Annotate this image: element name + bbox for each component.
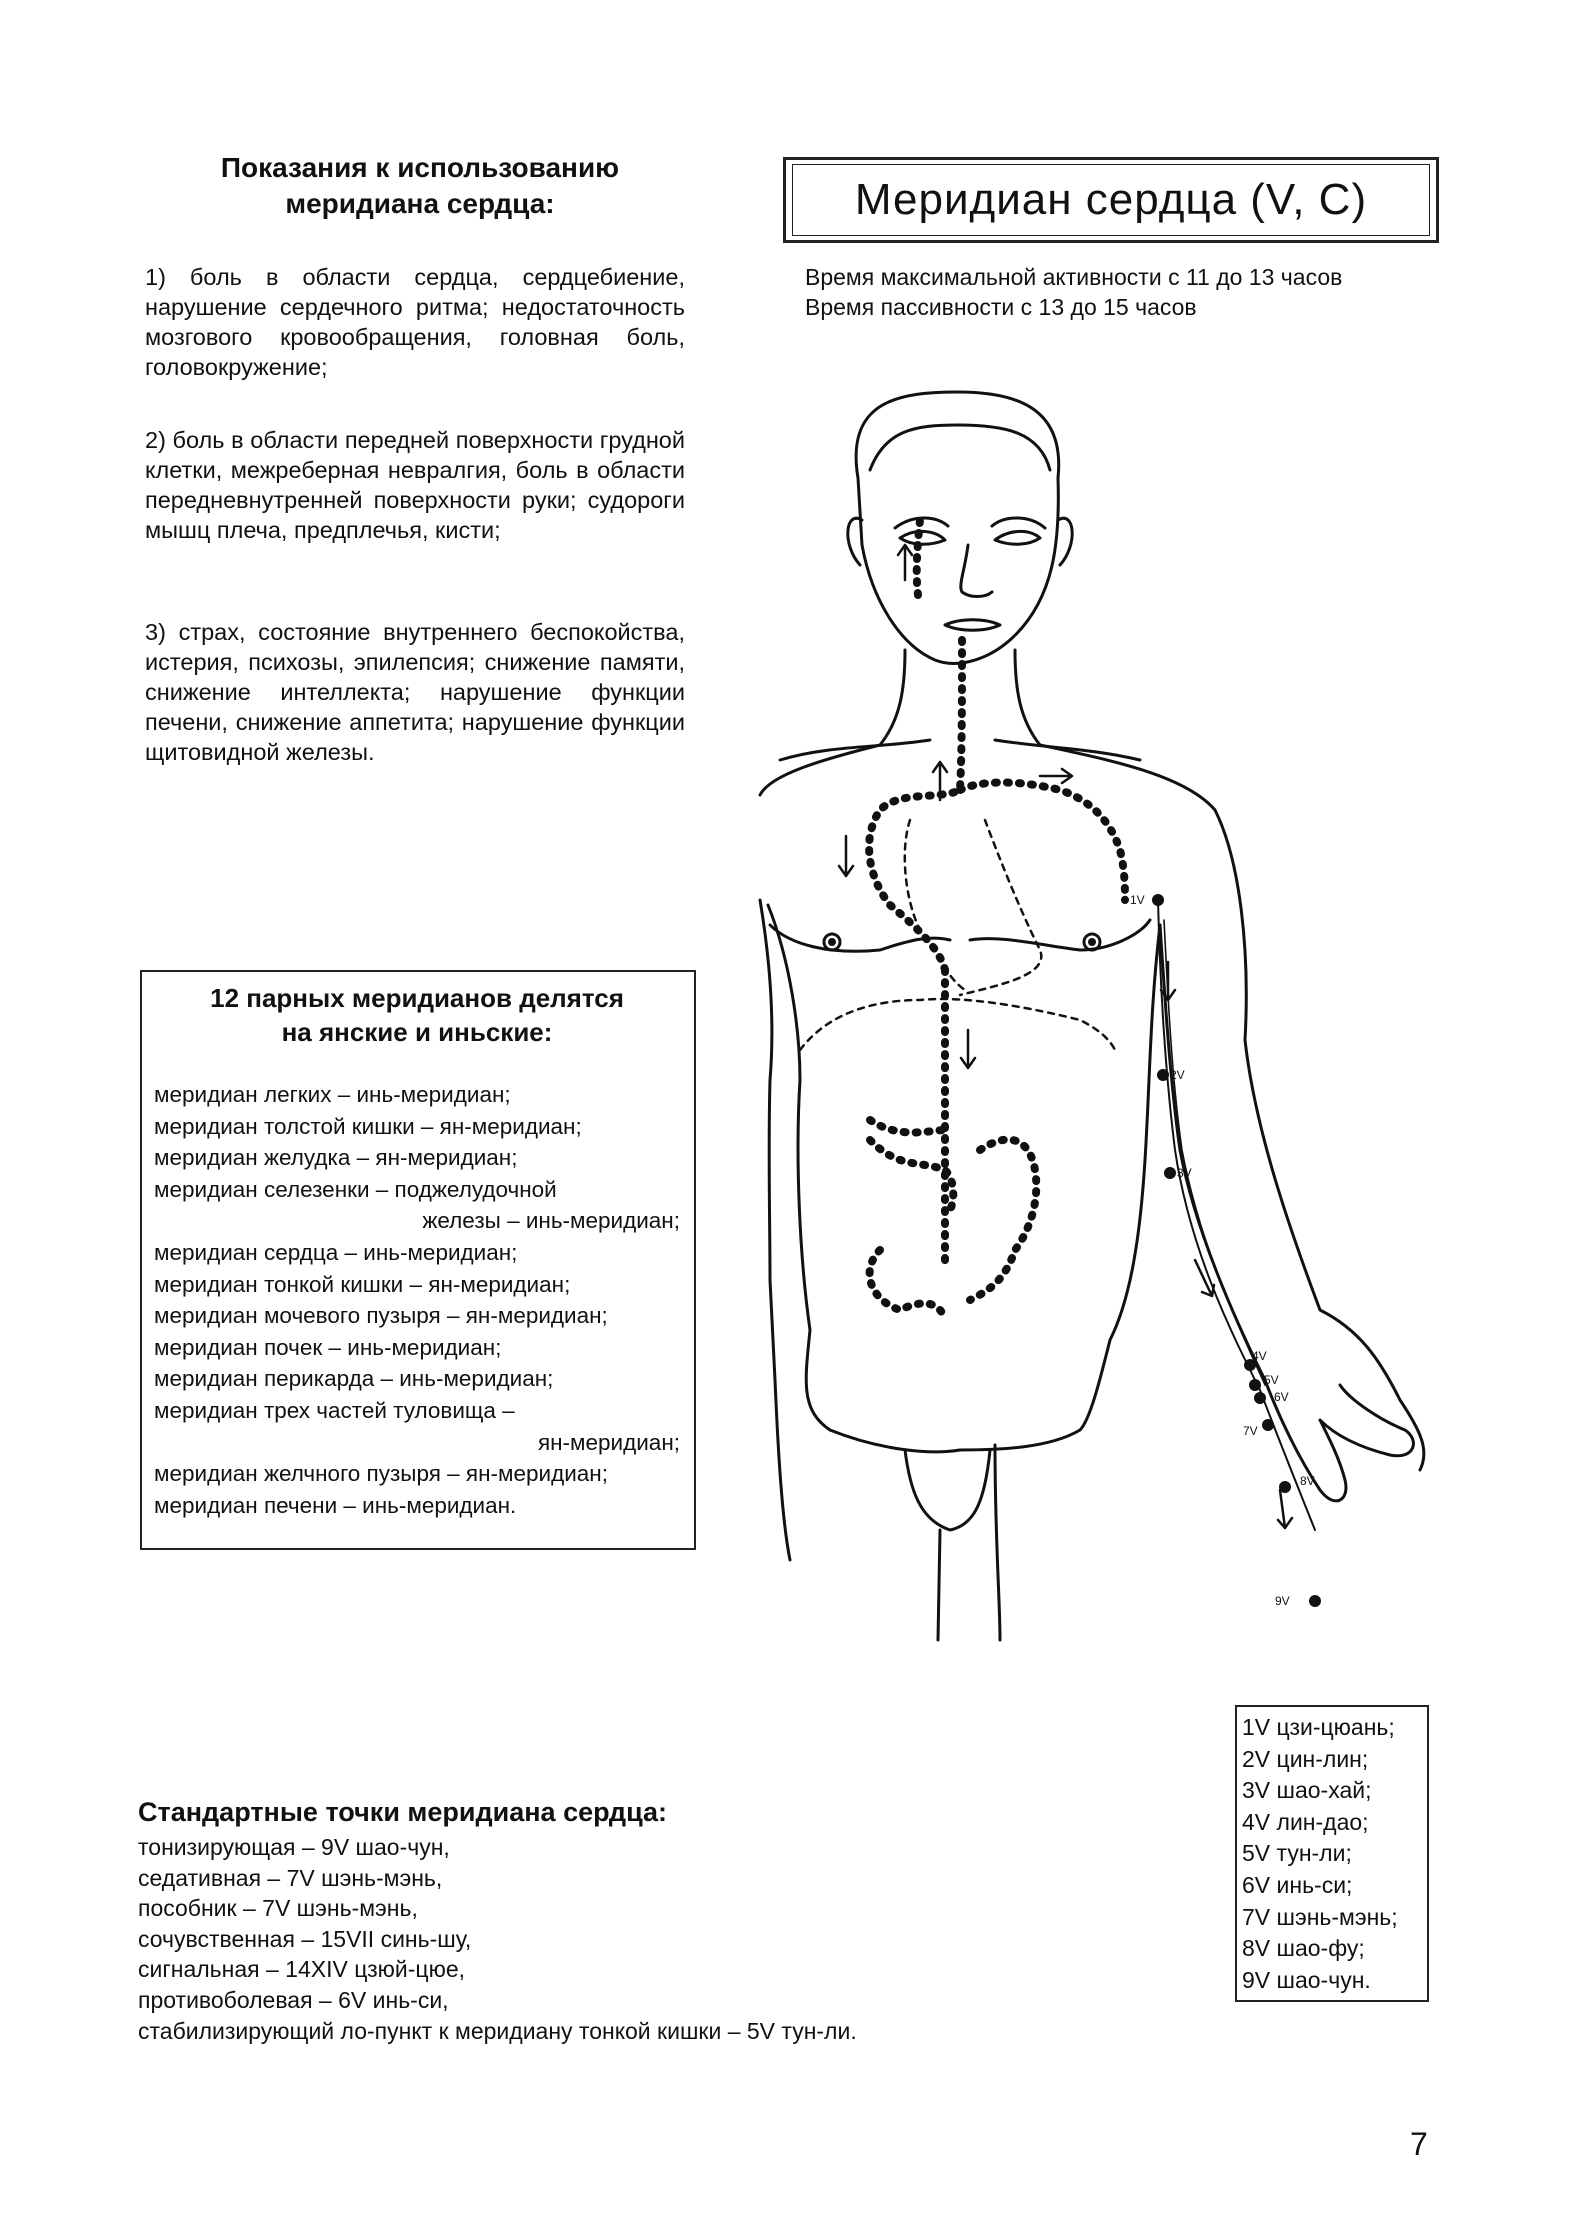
point-label: 9V [1275, 1594, 1290, 1608]
neck-left [880, 650, 905, 745]
neck-right [1015, 650, 1040, 745]
meridian-line: меридиан тонкой кишки – ян-меридиан; [154, 1271, 571, 1297]
point-label: 2V [1170, 1068, 1185, 1082]
page-number: 7 [1410, 2126, 1428, 2162]
points-legend-box [1235, 1705, 1429, 2002]
meridian-line: ян-меридиан; [537, 1429, 680, 1455]
meridian-line: меридиан желудка – ян-меридиан; [154, 1145, 518, 1171]
standard-points-title: Стандартные точки меридиана сердца: [138, 1797, 668, 1827]
point-markers [1152, 894, 1321, 1607]
arrow-right-icon [1040, 769, 1072, 783]
point-6v-marker [1254, 1392, 1266, 1404]
indication-paragraph-3: 3) страх, состояние внутреннего беспокойства, истерия, психозы, эпилепсия; снижение памяти, снижение интеллекта; нарушение функции печени, снижение аппетита; нарушение функции щитовидной железы. [145, 619, 685, 765]
pelvis [830, 1430, 1080, 1452]
left-arm [760, 900, 790, 1560]
meridians-box [140, 970, 696, 1550]
meridian-line: меридиан печени – инь-меридиан. [154, 1492, 517, 1518]
torso-left [768, 905, 830, 1430]
torso-right [1080, 925, 1160, 1430]
standard-points-list [138, 1832, 857, 2046]
body-meridian-figure [740, 380, 1440, 1650]
head-outline [856, 392, 1059, 663]
point-2v-marker [1157, 1069, 1169, 1081]
point-label: 5V [1264, 1373, 1279, 1387]
meridians-title: 12 парных меридианов делятся на янские и иньские: [210, 983, 624, 1047]
right-ear [1058, 518, 1072, 565]
pectoral-right [970, 920, 1150, 950]
arrow-down-icon [961, 1030, 975, 1068]
right-shoulder [1040, 745, 1215, 810]
standard-point-item: тонизирующая – 9V шао-чун, [138, 1834, 450, 1860]
meridian-line: меридиан трех частей туловища – [154, 1397, 515, 1423]
standard-point-item: седативная – 7V шэнь-мэнь, [138, 1864, 443, 1891]
point-labels [1130, 893, 1315, 1608]
indications-title: Показания к использованию меридиана сердца: [220, 152, 620, 219]
point-5v-marker [1249, 1379, 1261, 1391]
point-label: 8V [1300, 1474, 1315, 1488]
passivity-text: Время пассивности с 13 до 15 часов [805, 294, 1197, 320]
meridian-line: железы – инь-меридиан; [422, 1208, 680, 1234]
point-label: 6V [1274, 1390, 1289, 1404]
meridian-line: меридиан легких – инь-меридиан; [154, 1082, 511, 1107]
point-3v-marker [1164, 1167, 1176, 1179]
point-legend-item: 3V шао-хай; [1242, 1777, 1372, 1804]
meridian-line: меридиан селезенки – поджелудочной [154, 1176, 557, 1202]
arm-meridian-line [1158, 900, 1315, 1530]
point-legend-item: 7V шэнь-мэнь; [1242, 1903, 1398, 1930]
max-activity-text: Время максимальной активности с 11 до 13 часов [805, 264, 1343, 290]
point-label: 7V [1243, 1424, 1258, 1438]
point-legend-item: 8V шао-фу; [1242, 1935, 1365, 1962]
meridian-line: меридиан почек – инь-меридиан; [154, 1334, 502, 1360]
standard-point-item: противоболевая – 6V инь-си, [138, 1986, 449, 2013]
arrow-up-icon [898, 545, 912, 580]
page-title-box [783, 157, 1439, 243]
meridian-line: меридиан сердца – инь-меридиан; [154, 1239, 518, 1265]
standard-point-item: пособник – 7V шэнь-мэнь, [138, 1895, 418, 1922]
nose [961, 545, 992, 597]
indication-paragraph-1: 1) боль в области сердца, сердцебиение, нарушение сердечного ритма; недостаточность мозгового кровообращения, головная боль, головокружение; [145, 264, 685, 380]
activity-times [805, 262, 1342, 322]
arrow-icons [839, 545, 1292, 1528]
point-7v-marker [1262, 1419, 1274, 1431]
point-label: 3V [1177, 1166, 1192, 1180]
standard-point-item: сигнальная – 14XIV цзюй-цюе, [138, 1956, 466, 1983]
meridian-line: меридиан толстой кишки – ян-меридиан; [154, 1113, 582, 1139]
standard-point-item: стабилизирующий ло-пункт к меридиану тонкой кишки – 5V тун-ли. [138, 2017, 857, 2044]
point-8v-marker [1279, 1481, 1291, 1493]
point-legend-item: 6V инь-си; [1242, 1871, 1353, 1898]
point-legend-item: 5V тун-ли; [1242, 1840, 1352, 1867]
point-9v-marker [1309, 1595, 1321, 1607]
point-legend-item: 2V цин-лин; [1242, 1745, 1369, 1772]
groin [905, 1450, 990, 1530]
meridian-line: меридиан перикарда – инь-меридиан; [154, 1366, 554, 1392]
point-legend-item: 1V цзи-цюань; [1242, 1714, 1395, 1740]
arrow-down-icon [1278, 1490, 1292, 1528]
page-title: Меридиан сердца (V, C) [792, 164, 1430, 236]
indication-paragraph-2: 2) боль в области передней поверхности грудной клетки, межреберная невралгия, боль в области передневнутренней поверхности руки; судороги мышц плеча, предплечья, кисти; [145, 427, 685, 543]
mouth [945, 620, 1000, 631]
meridian-line: меридиан мочевого пузыря – ян-меридиан; [154, 1303, 608, 1329]
point-legend-item: 9V шао-чун. [1242, 1966, 1371, 1993]
point-legend-item: 4V лин-дао; [1242, 1808, 1369, 1835]
point-label: 1V [1130, 893, 1145, 907]
right-arm-outer [1215, 810, 1424, 1470]
point-1v-marker [1152, 894, 1164, 906]
point-label: 4V [1252, 1349, 1267, 1363]
arrow-down-icon [839, 836, 853, 876]
legs [938, 1445, 1000, 1640]
right-eye [995, 531, 1040, 544]
meridian-line: меридиан желчного пузыря – ян-меридиан; [154, 1461, 608, 1487]
hair-line [870, 425, 1050, 470]
standard-point-item: сочувственная – 15VII синь-шу, [138, 1925, 472, 1952]
